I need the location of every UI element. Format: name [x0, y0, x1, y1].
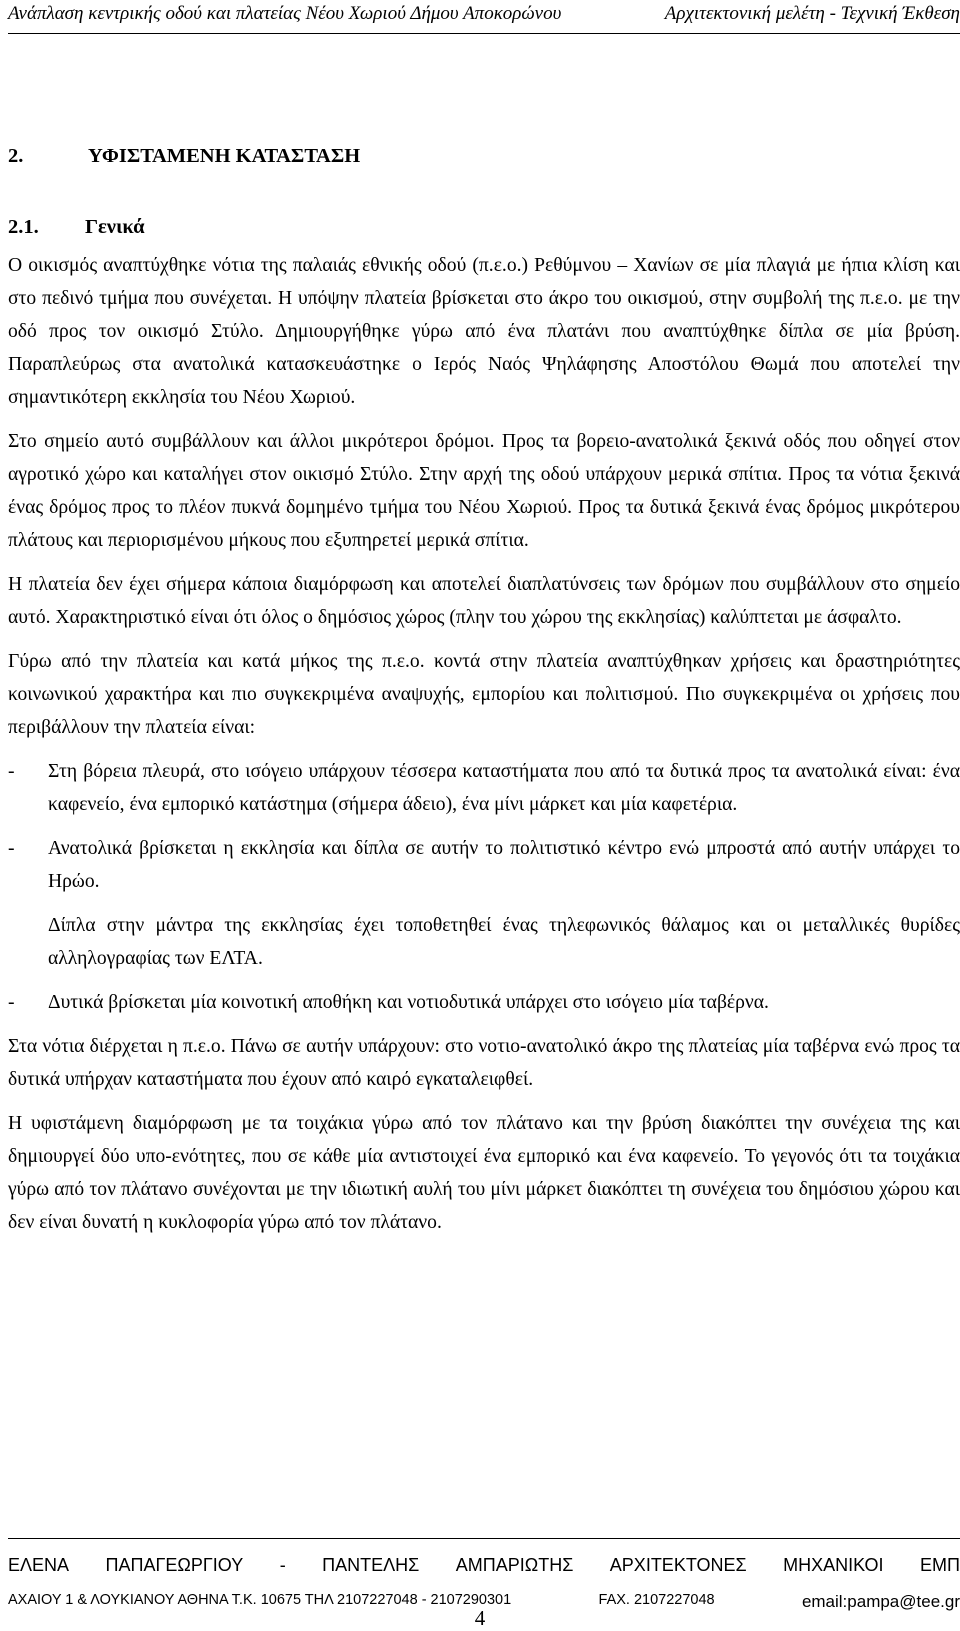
footer-name-part: - [279, 1555, 286, 1575]
section-number: 2. [8, 145, 24, 167]
footer-name-part: ΜΗΧΑΝΙΚΟΙ [783, 1555, 884, 1575]
list-item-text: Στη βόρεια πλευρά, στο ισόγειο υπάρχουν τέσσερα καταστήματα που από τα δυτικά προς τα ανατολικά είναι: ένα καφενείο, ένα εμπορικό κατάστημα (σήμερα άδειο), ένα μίνι μάρκετ και μία καφετέρια. [48, 761, 960, 815]
list-item-continuation: Δίπλα στην μάντρα της εκκλησίας έχει τοποθετηθεί ένας τηλεφωνικός θάλαμος και οι μεταλλικές θυρίδες αλληλογραφίας των ΕΛΤΑ. [48, 915, 960, 969]
section-heading [8, 140, 960, 173]
footer-name-part: ΠΑΠΑΓΕΩΡΓΙΟΥ [105, 1555, 244, 1575]
footer-authors [8, 1555, 960, 1576]
header-document-type: Αρχιτεκτονική μελέτη - Τεχνική Έκθεση [664, 3, 960, 24]
header-divider [8, 33, 960, 34]
document-body [8, 140, 960, 1250]
footer-divider [8, 1538, 960, 1539]
list-item-text: Δυτικά βρίσκεται μία κοινοτική αποθήκη και νοτιοδυτικά υπάρχει στο ισόγειο μία ταβέρνα. [48, 992, 769, 1013]
page-number: 4 [474, 1606, 486, 1630]
subsection-title: Γενικά [85, 216, 145, 238]
subsection-number: 2.1. [8, 216, 39, 238]
footer-name-part: ΑΜΠΑΡΙΩΤΗΣ [455, 1555, 574, 1575]
footer-name-part: ΕΜΠ [920, 1555, 960, 1575]
paragraph: Στα νότια διέρχεται η π.ε.ο. Πάνω σε αυτήν υπάρχουν: στο νοτιο-ανατολικό άκρο της πλατείας μία ταβέρνα ενώ προς τα δυτικά υπήρχαν καταστήματα που έχουν από καιρό εγκαταλειφθεί. [8, 1036, 960, 1090]
list-dash: - [8, 992, 15, 1013]
paragraph: Ο οικισμός αναπτύχθηκε νότια της παλαιάς εθνικής οδού (π.ε.ο.) Ρεθύμνου – Χανίων σε μία πλαγιά με ήπια κλίση και στο πεδινό τμήμα που συνέχεται. Η υπόψην πλατεία βρίσκεται στο άκρο του οικισμού, στην συμβολή της π.ε.ο. με την οδό προς τον οικισμό Στύλο. Δημιουργήθηκε γύρω από ένα πλατάνι που αναπτύχθηκε δίπλα σε μία βρύση. Παραπλεύρως στα ανατολικά κατασκευάστηκε ο Ιερός Ναός Ψηλάφησης Αποστόλου Θωμά που αποτελεί την σημαντικότερη εκκλησία του Νέου Χωριού. [8, 255, 960, 408]
section-title: ΥΦΙΣΤΑΜΕΝΗ ΚΑΤΑΣΤΑΣΗ [88, 145, 361, 167]
running-header [8, 0, 960, 30]
list-item-text: Ανατολικά βρίσκεται η εκκλησία και δίπλα σε αυτήν το πολιτιστικό κέντρο ενώ μπροστά από αυτήν υπάρχει το Ηρώο. [48, 838, 960, 892]
footer-address: ΑΧΑΙΟΥ 1 & ΛΟΥΚΙΑΝΟΥ ΑΘΗΝΑ Τ.Κ. 10675 ΤΗΛ 2107227048 - 2107290301 [8, 1592, 512, 1608]
list-item [8, 986, 960, 1019]
paragraph: Γύρω από την πλατεία και κατά μήκος της π.ε.ο. κοντά στην πλατεία αναπτύχθηκαν χρήσεις και δραστηριότητες κοινωνικού χαρακτήρα και πιο συγκεκριμένα αναψυχής, εμπορίου και πολιτισμού. Πιο συγκεκριμένα οι χρήσεις που περιβάλλουν την πλατεία είναι: [8, 651, 960, 738]
footer-email: email:pampa@tee.gr [801, 1592, 960, 1611]
footer-name-part: ΠΑΝΤΕΛΗΣ [322, 1555, 420, 1575]
paragraph: Η πλατεία δεν έχει σήμερα κάποια διαμόρφωση και αποτελεί διαπλατύνσεις των δρόμων που συμβάλλουν στο σημείο αυτό. Χαρακτηριστικό είναι ότι όλος ο δημόσιος χώρος (πλην του χώρου της εκκλησίας) καλύπτεται με άσφαλτο. [8, 574, 960, 628]
list-dash: - [8, 761, 15, 782]
footer-name-part: ΑΡΧΙΤΕΚΤΟΝΕΣ [609, 1555, 747, 1575]
subsection-heading [8, 211, 960, 244]
paragraph: Στο σημείο αυτό συμβάλλουν και άλλοι μικρότεροι δρόμοι. Προς τα βορειο-ανατολικά ξεκινά οδός που οδηγεί στον αγροτικό χώρο και καταλήγει στον οικισμό Στύλο. Στην αρχή της οδού υπάρχουν μερικά σπίτια. Προς τα νότια ξεκινά ένας δρόμος προς το πλέον πυκνά δομημένο τμήμα του Νέου Χωριού. Προς τα δυτικά ξεκινά ένας δρόμος μικρότερου πλάτους και περιορισμένου μήκους που εξυπηρετεί μερικά σπίτια. [8, 431, 960, 551]
list-item [8, 755, 960, 821]
list-dash: - [8, 838, 15, 859]
paragraph: Η υφιστάμενη διαμόρφωση με τα τοιχάκια γύρω από τον πλάτανο και την βρύση διακόπτει την συνέχεια της και δημιουργεί δύο υπο-ενότητες, που σε κάθε μία αντιστοιχεί ένα εμπορικό και ένα καφενείο. Το γεγονός ότι τα τοιχάκια γύρω από τον πλάτανο συνέχονται με την ιδιωτική αυλή του μίνι μάρκετ διακόπτει τη συνέχεια του δημόσιου χώρου και δεν είναι δυνατή η κυκλοφορία γύρω από τον πλάτανο. [8, 1113, 960, 1233]
footer-fax: FAX. 2107227048 [598, 1592, 715, 1608]
list-item [8, 832, 960, 898]
footer-name-part: ΕΛΕΝΑ [8, 1555, 70, 1575]
header-project-title: Ανάπλαση κεντρικής οδού και πλατείας Νέου Χωριού Δήμου Αποκορώνου [8, 3, 562, 24]
